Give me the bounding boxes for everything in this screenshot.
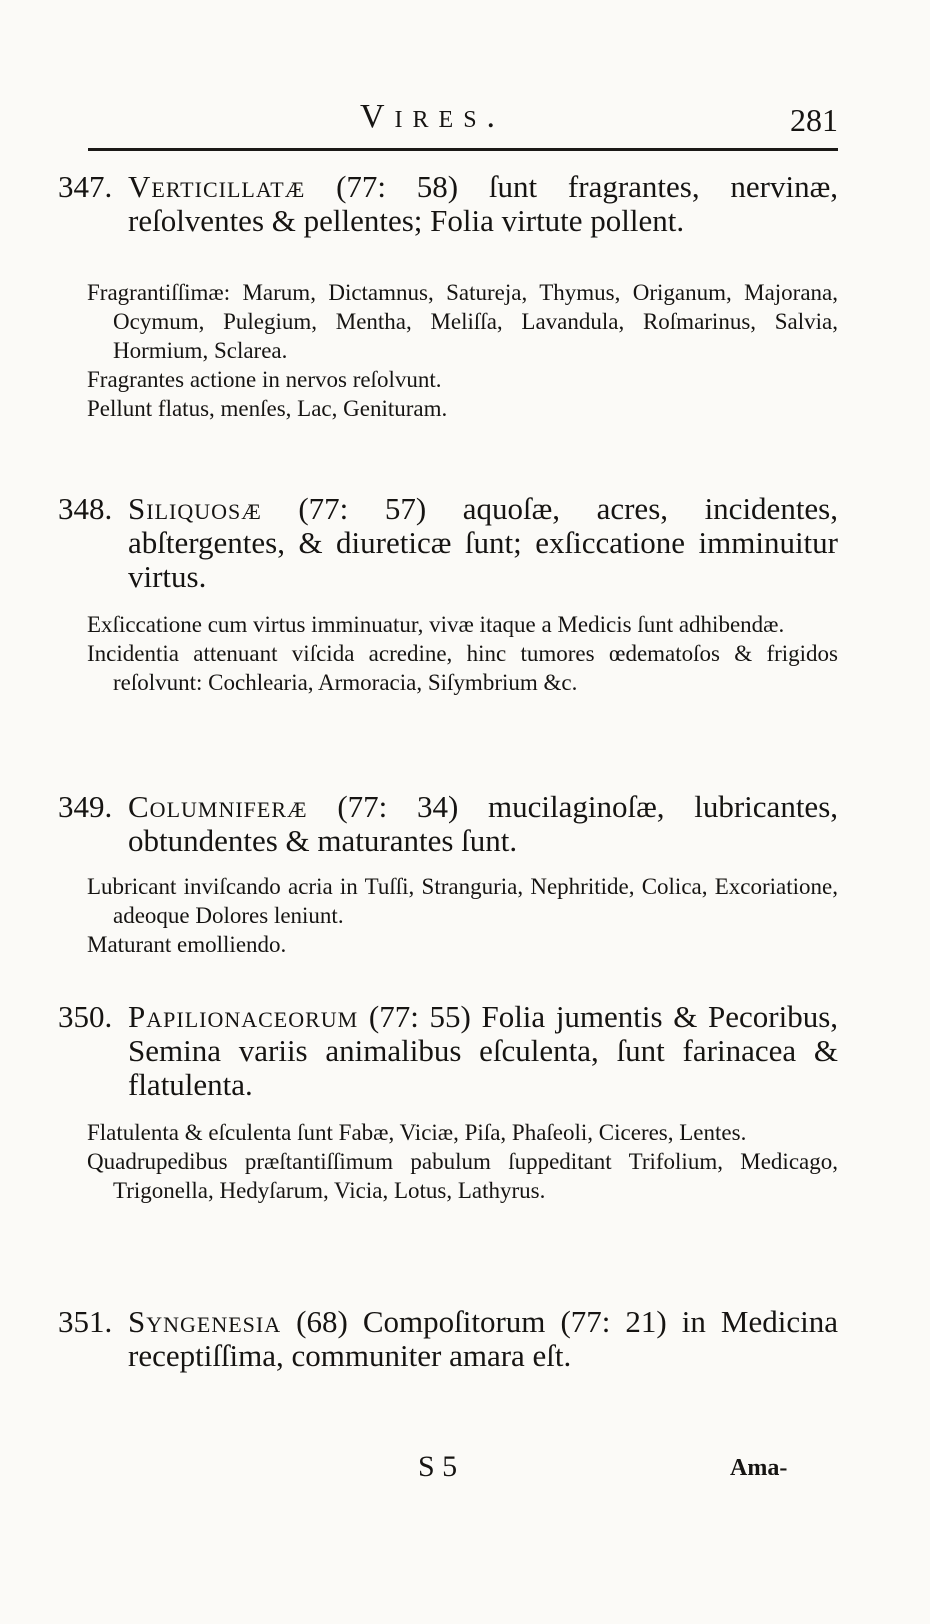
entry-number: 347. — [58, 169, 113, 204]
entry-351 — [58, 1305, 838, 1373]
entry-heading: Syngenesia — [128, 1304, 282, 1339]
entry-note: Quadrupedibus præſtantiſſimum pabulum ſuppeditant Trifolium, Medicago, Trigonella, Hedyſarum, Vicia, Lotus, Lathyrus. — [87, 1149, 838, 1203]
entry-note: Fragrantiſſimæ: Marum, Dictamnus, Satureja, Thymus, Origanum, Majorana, Ocymum, Pulegium, Mentha, Meliſſa, Lavandula, Roſmarinus, Salvia, Hormium, Sclarea. — [87, 280, 838, 363]
entry-348 — [58, 492, 838, 697]
entry-number: 351. — [58, 1304, 113, 1339]
header-rule — [88, 148, 838, 151]
entry-note: Pellunt flatus, menſes, Lac, Genituram. — [87, 396, 448, 421]
entry-main — [58, 1000, 838, 1102]
entry-note: Lubricant inviſcando acria in Tuſſi, Stranguria, Nephritide, Colica, Excoriatione, adeoque Dolores leniunt. — [87, 874, 838, 928]
entry-note: Exſiccatione cum virtus imminuatur, vivæ itaque a Medicis ſunt adhibendæ. — [87, 612, 785, 637]
entry-text: (77: 34) mucilaginoſæ, lubricantes, obtundentes & maturantes ſunt. — [128, 789, 839, 858]
entry-heading: Siliquosæ — [128, 491, 262, 526]
entry-number: 348. — [58, 491, 113, 526]
entry-main — [58, 790, 838, 858]
entry-note: Incidentia attenuant viſcida acredine, hinc tumores œdematoſos & frigidos reſolvunt: Cochlearia, Armoracia, Siſymbrium &c. — [87, 641, 838, 695]
entry-number: 349. — [58, 789, 113, 824]
entry-347 — [58, 170, 838, 423]
entry-349 — [58, 790, 838, 959]
entry-heading: Verticillatæ — [128, 169, 306, 204]
entry-note: Maturant emolliendo. — [87, 932, 287, 957]
entry-350 — [58, 1000, 838, 1205]
entry-text: (77: 57) aquoſæ, acres, incidentes, abſtergentes, & diureticæ ſunt; exſiccatione imminuitur virtus. — [128, 491, 839, 594]
entry-text: (77: 55) Folia jumentis & Pecoribus, Semina variis animalibus eſculenta, ſunt farinacea & flatulenta. — [128, 999, 839, 1102]
entry-note: Fragrantes actione in nervos reſolvunt. — [87, 367, 442, 392]
entry-main — [58, 1305, 838, 1373]
entry-text: (77: 58) ſunt fragrantes, nervinæ, reſolventes & pellentes; Folia virtute pollent. — [128, 169, 839, 238]
signature-mark: S 5 — [418, 1450, 458, 1483]
catchword: Ama- — [730, 1455, 788, 1481]
entry-heading: Papilionaceorum — [128, 999, 359, 1034]
entry-main — [58, 492, 838, 594]
page-number: 281 — [790, 102, 838, 138]
entry-main — [58, 170, 838, 238]
running-title: Vires. — [360, 98, 506, 135]
entry-number: 350. — [58, 999, 113, 1034]
entry-note: Flatulenta & eſculenta ſunt Fabæ, Viciæ, Piſa, Phaſeoli, Ciceres, Lentes. — [87, 1120, 747, 1145]
entry-text: (68) Compoſitorum (77: 21) in Medicina receptiſſima, communiter amara eſt. — [128, 1304, 839, 1373]
entry-heading: Columniferæ — [128, 789, 308, 824]
